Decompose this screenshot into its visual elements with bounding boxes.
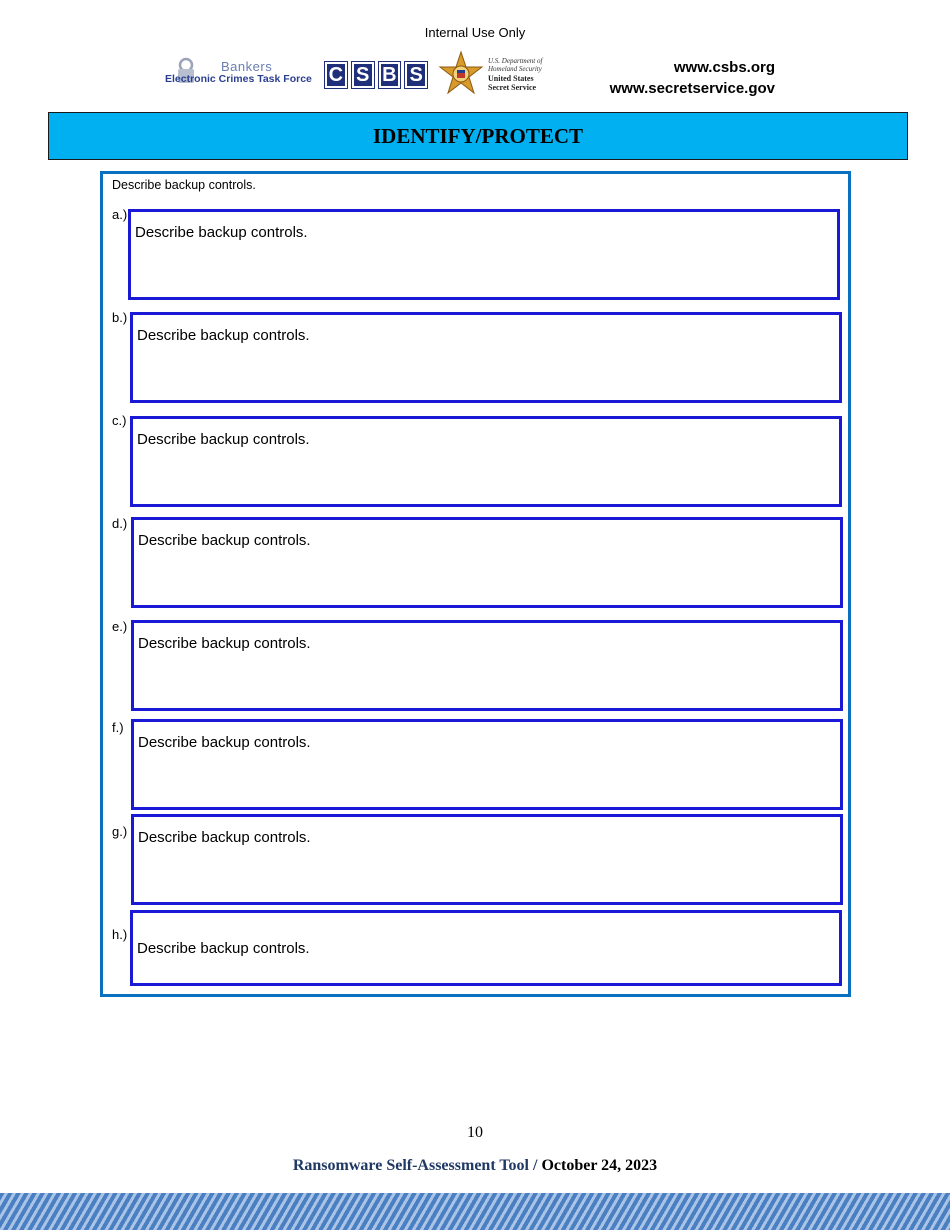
backup-controls-field-c[interactable] (130, 416, 842, 507)
field-text: Describe backup controls. (138, 829, 311, 846)
csbs-logo (324, 61, 428, 87)
csbs-url[interactable]: www.csbs.org (673, 59, 775, 76)
backup-controls-field-h[interactable] (130, 910, 842, 986)
csbs-letter: S (351, 61, 375, 89)
backup-controls-field-f[interactable] (131, 719, 843, 810)
item-label: b.) (112, 310, 128, 325)
field-text: Describe backup controls. (137, 431, 310, 448)
footer-title (0, 1157, 950, 1175)
classification-label: Internal Use Only (424, 25, 526, 40)
field-text: Describe backup controls. (137, 940, 310, 957)
csbs-letter: C (324, 61, 348, 89)
item-label: c.) (112, 413, 127, 428)
doc-title: Ransomware Self-Assessment Tool / (292, 1157, 542, 1174)
field-text: Describe backup controls. (138, 532, 311, 549)
item-label: g.) (112, 824, 128, 839)
ectf-bankers-text: Bankers (221, 59, 273, 74)
ectf-logo (165, 57, 315, 89)
field-text: Describe backup controls. (137, 327, 310, 344)
field-text: Describe backup controls. (138, 635, 311, 652)
item-label: f.) (112, 720, 124, 735)
footer-stripe (0, 1193, 950, 1230)
backup-controls-field-d[interactable] (131, 517, 843, 608)
ectf-name-text: Electronic Crimes Task Force (165, 73, 312, 85)
item-label: a.) (112, 207, 128, 222)
item-label: d.) (112, 516, 128, 531)
backup-controls-field-g[interactable] (131, 814, 843, 905)
field-text: Describe backup controls. (135, 224, 308, 241)
form-prompt: Describe backup controls. (112, 178, 256, 192)
doc-date: October 24, 2023 (541, 1157, 658, 1174)
secret-service-text: United States Secret Service (488, 74, 537, 92)
backup-controls-field-b[interactable] (130, 312, 842, 403)
backup-controls-field-a[interactable] (128, 209, 840, 300)
csbs-letter: S (404, 61, 428, 89)
field-text: Describe backup controls. (138, 734, 311, 751)
item-label: e.) (112, 619, 128, 634)
csbs-letter: B (378, 61, 402, 89)
dhs-text: U.S. Department of Homeland Security (488, 57, 543, 73)
backup-controls-field-e[interactable] (131, 620, 843, 711)
item-label: h.) (112, 927, 128, 942)
secret-service-star-icon (438, 50, 484, 96)
page-number: 10 (467, 1124, 483, 1141)
section-banner (48, 112, 908, 160)
section-title: IDENTIFY/PROTECT (372, 123, 584, 148)
secretservice-url[interactable]: www.secretservice.gov (609, 80, 775, 97)
